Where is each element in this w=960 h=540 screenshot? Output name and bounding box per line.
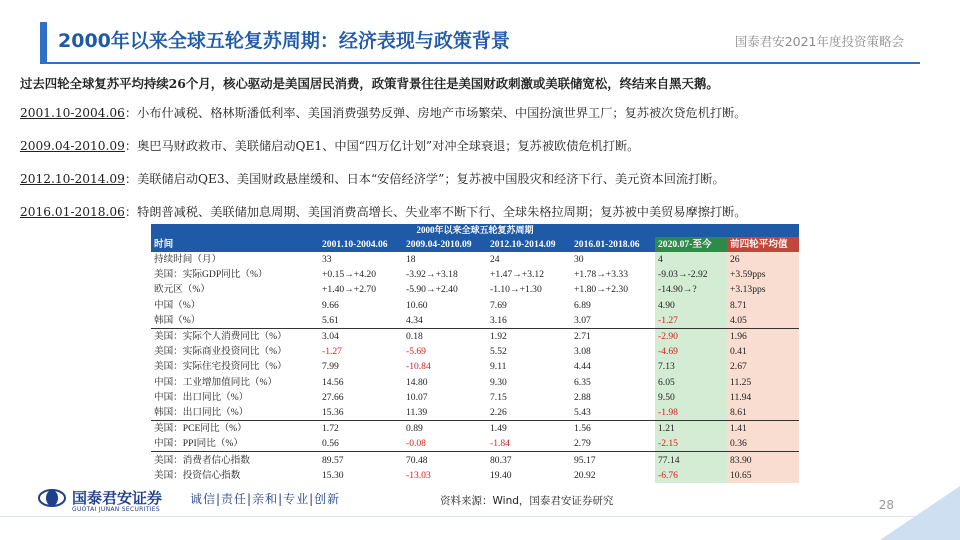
table-cell: 5.52 [490,346,507,358]
table-cell: +1.40→+2.70 [322,284,376,296]
summary-text: 过去四轮全球复苏平均持续26个月，核心驱动是美国居民消费，政策背景往往是美国财政刺激或美联储宽松，终结来自黑天鹅。 [20,76,719,91]
table-row [151,252,799,267]
table-cell: 4.90 [655,298,727,313]
header-divider [40,62,920,64]
column-header: 2016.01-2018.06 [571,237,655,252]
table-cell: 80.37 [487,452,571,468]
table-cell: 9.11 [490,361,507,373]
table-cell: -13.03 [406,469,431,481]
row-label: 韩国（%） [154,314,201,326]
logo-chinese-name: 国泰君安证券 [72,489,163,507]
table-cell: 9.50 [655,390,727,405]
column-header: 2020.07-至今 [655,237,727,252]
table-cell: -10.84 [406,361,431,373]
table-row [151,359,799,374]
column-header: 前四轮平均值 [727,237,799,252]
table-cell: 0.41 [727,344,799,359]
row-label: 美国：实际个人消费同比（%） [151,328,319,344]
table-cell: -6.76 [655,468,727,483]
table-cell: 1.49 [487,421,571,437]
row-label: 欧元区（%） [154,284,210,296]
page-number: 28 [878,498,894,512]
row-label: 中国：PPI同比（%） [154,438,244,450]
table-cell: +1.80→+2.30 [574,284,628,296]
row-label: 中国：工业增加值同比（%） [154,376,278,388]
column-header: 2009.04-2010.09 [403,237,487,252]
table-cell: 2.71 [571,328,655,344]
logo-english-name: GUOTAI JUNAN SECURITIES [72,506,160,513]
recovery-cycle-table [151,224,799,483]
table-cell: 8.71 [727,298,799,313]
cycle-period: 2009.04-2010.09 [20,139,125,153]
table-cell: 9.30 [490,376,507,388]
table-row [151,436,799,452]
table-cell: -2.90 [655,328,727,344]
cycle-line-1 [20,104,950,121]
table-cell: 7.13 [655,359,727,374]
row-label: 中国：出口同比（%） [154,391,249,403]
table-row [151,328,799,344]
footer-divider [0,516,960,517]
table-cell: 1.41 [727,421,799,437]
title-accent-bar [40,22,47,62]
table-cell: 4 [655,252,727,267]
table-cell: 11.39 [406,406,428,418]
table-cell: 0.36 [727,436,799,452]
table-cell: 10.07 [406,391,428,403]
table-cell: 2.79 [574,438,591,450]
table-cell: -5.69 [406,346,426,358]
table-cell: 11.94 [727,390,799,405]
table-cell: 14.80 [406,376,428,388]
cycle-description: ：特朗普减税、美联储加息周期、美国消费高增长、失业率不断下行、全球朱格拉周期；复苏被中美贸易摩擦打断。 [124,205,747,219]
table-row [151,313,799,329]
table-header-row [151,237,799,252]
table-cell: 4.34 [406,314,423,326]
table-cell: 1.56 [571,421,655,437]
table-cell: -1.84 [490,438,510,450]
table-cell: -4.69 [655,344,727,359]
table-row [151,468,799,483]
table-cell: 18 [406,254,416,266]
table-cell: 7.69 [490,299,507,311]
table-cell: 77.14 [655,452,727,468]
table-cell: -2.15 [655,436,727,452]
cycle-line-4 [20,203,950,220]
table-row [151,298,799,313]
table-cell: 7.15 [490,391,507,403]
table-cell: 33 [322,254,332,266]
table-cell: -0.08 [406,438,426,450]
table-cell: 95.17 [571,452,655,468]
table-row [151,405,799,421]
table-cell: 14.56 [322,376,344,388]
table-cell: +1.47→+3.12 [490,269,544,281]
cycle-line-2 [20,137,950,154]
row-label: 美国：PCE同比（%） [151,421,319,437]
row-label: 持续时间（月） [154,254,222,266]
table-row [151,452,799,468]
table-cell: 6.89 [574,299,591,311]
table-cell: 1.21 [655,421,727,437]
cycle-period: 2001.10-2004.06 [20,106,125,120]
cycle-period: 2012.10-2014.09 [20,172,125,186]
table-cell: 89.57 [319,452,403,468]
table-row [151,282,799,297]
table-cell: 0.18 [403,328,487,344]
table-cell: 2.88 [574,391,591,403]
table-cell: 10.60 [406,299,428,311]
table-cell: 15.30 [322,469,344,481]
table-cell: 0.56 [322,438,339,450]
page-title: 2000年以来全球五轮复苏周期：经济表现与政策背景 [58,30,510,52]
row-label: 美国：投资信心指数 [154,469,241,481]
table-cell: 2.26 [490,406,507,418]
table-cell: -1.98 [655,405,727,421]
row-label: 韩国：出口同比（%） [154,406,249,418]
corner-decoration [880,486,960,540]
report-name: 国泰君安2021年度投资策略会 [734,34,904,49]
row-label: 美国：实际商业投资同比（%） [154,346,287,358]
table-cell: 4.44 [574,361,591,373]
table-cell: -1.27 [655,313,727,329]
table-cell: -3.92→+3.18 [406,269,458,281]
column-header: 时间 [151,237,319,252]
table-cell: 3.16 [490,314,507,326]
table-cell: -1.27 [322,346,342,358]
table-caption: 2000年以来全球五轮复苏周期 [151,224,799,237]
table-cell: 24 [490,254,500,266]
table-cell: 5.61 [322,314,339,326]
table-cell: +3.13pps [727,282,799,297]
table-cell: 20.92 [574,469,596,481]
row-label: 美国：实际住宅投资同比（%） [154,361,287,373]
data-source: 资料来源：Wind，国泰君安证券研究 [440,495,614,507]
table-cell: 5.43 [574,406,591,418]
table-cell: 1.72 [319,421,403,437]
table-cell: 27.66 [322,391,344,403]
table-cell: 3.04 [319,328,403,344]
cycle-description: ：奥巴马财政救市、美联储启动QE1、中国“四万亿计划”对冲全球衰退；复苏被欧债危机打断。 [124,139,640,153]
table-row [151,375,799,390]
table-cell: 19.40 [490,469,512,481]
table-row [151,344,799,359]
table-cell: 3.08 [574,346,591,358]
table-cell: 4.05 [727,313,799,329]
row-label: 美国：消费者信心指数 [151,452,319,468]
table-cell: 3.07 [574,314,591,326]
table-cell: 7.99 [322,361,339,373]
table-cell: 2.67 [727,359,799,374]
table-cell: 1.96 [727,328,799,344]
table-cell: -1.10→+1.30 [490,284,542,296]
table-cell: +1.78→+3.33 [574,269,628,281]
cycle-description: ：小布什减税、格林斯潘低利率、美国消费强势反弹、房地产市场繁荣、中国扮演世界工厂；复苏被次贷危机打断。 [124,106,747,120]
table-cell: 6.05 [655,375,727,390]
table-cell: 15.36 [322,406,344,418]
table-cell: 83.90 [727,452,799,468]
table-cell: 6.35 [574,376,591,388]
row-label: 中国（%） [154,299,201,311]
logo-emblem-icon [38,489,66,507]
table-cell: 9.66 [322,299,339,311]
table-cell: -9.03→-2.92 [655,267,727,282]
column-header: 2012.10-2014.09 [487,237,571,252]
company-slogan: 诚信|责任|亲和|专业|创新 [190,492,341,506]
table-cell: -14.90→? [655,282,727,297]
table-cell: 70.48 [403,452,487,468]
row-label: 美国：实际GDP同比（%） [154,269,268,281]
column-header: 2001.10-2004.06 [319,237,403,252]
table-cell: 1.92 [487,328,571,344]
table-cell: 8.61 [727,405,799,421]
table-cell: -5.90→+2.40 [406,284,458,296]
table-cell: +0.15→+4.20 [322,269,376,281]
table-cell: 11.25 [727,375,799,390]
table-cell: 0.89 [403,421,487,437]
table-row [151,390,799,405]
cycle-line-3 [20,170,950,187]
table-cell: 26 [727,252,799,267]
table-cell: 10.65 [727,468,799,483]
table-row [151,267,799,282]
table-row [151,421,799,437]
table-cell: 30 [574,254,584,266]
cycle-period: 2016.01-2018.06 [20,205,125,219]
cycle-description: ：美联储启动QE3、美国财政悬崖缓和、日本“安倍经济学”；复苏被中国股灾和经济下行、美元资本回流打断。 [124,172,725,186]
table-cell: +3.59pps [727,267,799,282]
table-caption-row [151,224,799,237]
